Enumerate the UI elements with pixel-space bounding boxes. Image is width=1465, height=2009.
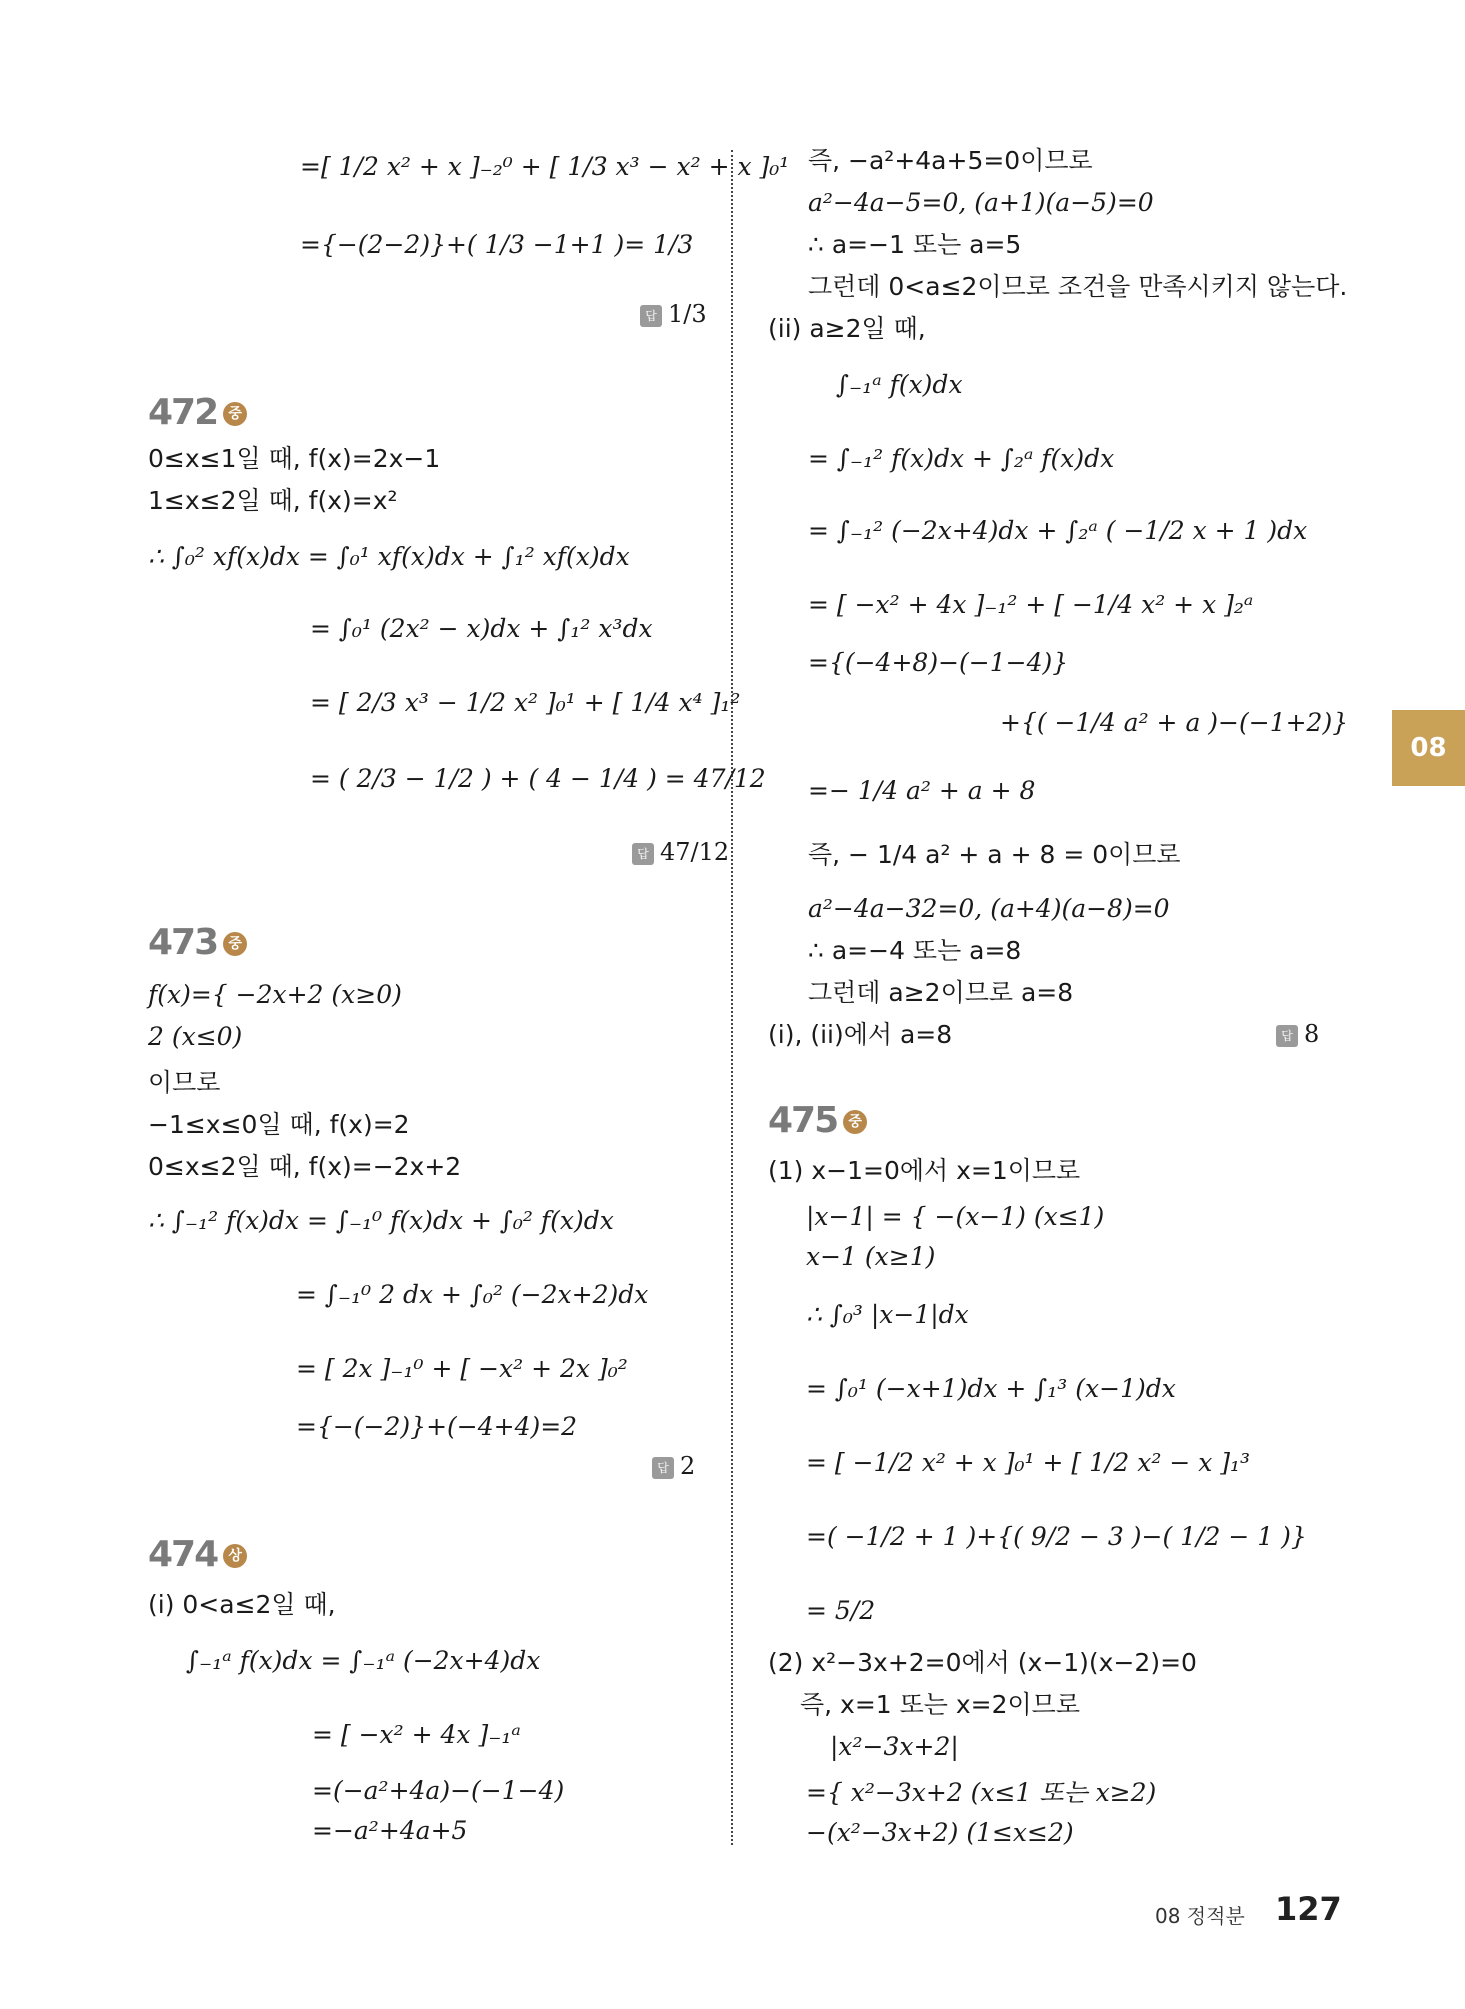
- equation-line: = ∫₋₁² f(x)dx + ∫₂ᵃ f(x)dx: [808, 444, 1115, 473]
- text-line: 즉, x=1 또는 x=2이므로: [800, 1690, 1080, 1719]
- equation-line: =( −1/2 + 1 )+{( 9/2 − 3 )−( 1/2 − 1 )}: [806, 1522, 1307, 1551]
- text-line: (i), (ii)에서 a=8: [768, 1020, 953, 1049]
- text-line: 이므로: [148, 1068, 221, 1097]
- text-line: ∴ a=−1 또는 a=5: [808, 230, 1022, 259]
- answer-value: 8: [1304, 1020, 1320, 1048]
- equation-line: = [ 2x ]₋₁⁰ + [ −x² + 2x ]₀²: [296, 1354, 628, 1383]
- answer-line: [632, 838, 729, 866]
- problem-number: 474 상: [148, 1534, 247, 1575]
- answer-line: [640, 300, 707, 328]
- equation-line: = [ −1/2 x² + x ]₀¹ + [ 1/2 x² − x ]₁³: [806, 1448, 1251, 1477]
- answer-icon: 답: [640, 305, 662, 327]
- footer-chapter-label: 08 정적분: [1155, 1904, 1245, 1928]
- text-line: (i) 0<a≤2일 때,: [148, 1590, 336, 1619]
- equation-line: a²−4a−32=0, (a+4)(a−8)=0: [808, 894, 1170, 923]
- equation-line: = ∫₀¹ (2x² − x)dx + ∫₁² x³dx: [310, 614, 653, 643]
- equation-line: =−a²+4a+5: [312, 1816, 468, 1845]
- equation-line: ∴ ∫₀² xf(x)dx = ∫₀¹ xf(x)dx + ∫₁² xf(x)dx: [148, 542, 630, 571]
- problem-number: 472 중: [148, 392, 247, 433]
- text-line: (ii) a≥2일 때,: [768, 314, 926, 343]
- problem-number: 475 중: [768, 1100, 867, 1141]
- equation-line: = ( 2/3 − 1/2 ) + ( 4 − 1/4 ) = 47/12: [310, 764, 766, 793]
- page-number: 127: [1275, 1890, 1342, 1928]
- text-line: 즉, − 1/4 a² + a + 8 = 0이므로: [808, 840, 1181, 869]
- text-line: 1≤x≤2일 때, f(x)=x²: [148, 486, 398, 515]
- equation-line: ∴ ∫₀³ |x−1|dx: [806, 1300, 969, 1329]
- text-line: ∴ a=−4 또는 a=8: [808, 936, 1022, 965]
- equation-line: =[ 1/2 x² + x ]₋₂⁰ + [ 1/3 x³ − x² + x ]₀¹: [300, 152, 790, 181]
- equation-line: 2 (x≤0): [148, 1022, 243, 1051]
- equation-line: x−1 (x≥1): [806, 1242, 936, 1271]
- equation-line: =(−a²+4a)−(−1−4): [312, 1776, 565, 1805]
- answer-icon: 답: [652, 1457, 674, 1479]
- equation-line: = ∫₀¹ (−x+1)dx + ∫₁³ (x−1)dx: [806, 1374, 1176, 1403]
- equation-line: = ∫₋₁⁰ 2 dx + ∫₀² (−2x+2)dx: [296, 1280, 649, 1309]
- equation-line: ={ x²−3x+2 (x≤1 또는 x≥2): [806, 1778, 1157, 1807]
- text-line: −1≤x≤0일 때, f(x)=2: [148, 1110, 410, 1139]
- text-line: 그런데 0<a≤2이므로 조건을 만족시키지 않는다.: [808, 272, 1348, 301]
- difficulty-badge: 중: [223, 402, 247, 426]
- equation-line: = [ −x² + 4x ]₋₁² + [ −1/4 x² + x ]₂ᵃ: [808, 590, 1254, 619]
- answer-icon: 답: [632, 843, 654, 865]
- column-divider: [731, 150, 733, 1845]
- equation-line: a²−4a−5=0, (a+1)(a−5)=0: [808, 188, 1154, 217]
- answer-line: [1276, 1020, 1319, 1048]
- difficulty-badge: 중: [223, 932, 247, 956]
- text-line: 0≤x≤1일 때, f(x)=2x−1: [148, 444, 441, 473]
- equation-line: f(x)={ −2x+2 (x≥0): [148, 980, 402, 1009]
- answer-value: 2: [680, 1452, 696, 1480]
- equation-line: ={−(−2)}+(−4+4)=2: [296, 1412, 578, 1441]
- text-line: 0≤x≤2일 때, f(x)=−2x+2: [148, 1152, 462, 1181]
- equation-line: = ∫₋₁² (−2x+4)dx + ∫₂ᵃ ( −1/2 x + 1 )dx: [808, 516, 1308, 545]
- equation-line: |x²−3x+2|: [830, 1732, 959, 1761]
- problem-number: 473 중: [148, 922, 247, 963]
- equation-line: = [ 2/3 x³ − 1/2 x² ]₀¹ + [ 1/4 x⁴ ]₁²: [310, 688, 741, 717]
- answer-icon: 답: [1276, 1025, 1298, 1047]
- text-line: (1) x−1=0에서 x=1이므로: [768, 1156, 1081, 1185]
- difficulty-badge: 상: [223, 1544, 247, 1568]
- answer-value: 1/3: [668, 300, 707, 328]
- equation-line: = 5/2: [806, 1596, 876, 1625]
- equation-line: ∫₋₁ᵃ f(x)dx = ∫₋₁ᵃ (−2x+4)dx: [186, 1646, 541, 1675]
- answer-value: 47/12: [660, 838, 730, 866]
- answer-line: [652, 1452, 695, 1480]
- text-line: 그런데 a≥2이므로 a=8: [808, 978, 1074, 1007]
- equation-line: ∫₋₁ᵃ f(x)dx: [836, 370, 963, 399]
- equation-line: −(x²−3x+2) (1≤x≤2): [806, 1818, 1074, 1847]
- equation-line: ∴ ∫₋₁² f(x)dx = ∫₋₁⁰ f(x)dx + ∫₀² f(x)dx: [148, 1206, 614, 1235]
- equation-line: = [ −x² + 4x ]₋₁ᵃ: [312, 1720, 521, 1749]
- equation-line: ={−(2−2)}+( 1/3 −1+1 )= 1/3: [300, 230, 694, 259]
- equation-line: +{( −1/4 a² + a )−(−1+2)}: [1000, 708, 1349, 737]
- text-line: 즉, −a²+4a+5=0이므로: [808, 146, 1093, 175]
- text-line: (2) x²−3x+2=0에서 (x−1)(x−2)=0: [768, 1648, 1197, 1677]
- equation-line: ={(−4+8)−(−1−4)}: [808, 648, 1069, 677]
- equation-line: =− 1/4 a² + a + 8: [808, 776, 1036, 805]
- difficulty-badge: 중: [843, 1110, 867, 1134]
- equation-line: |x−1| = { −(x−1) (x≤1): [806, 1202, 1105, 1231]
- chapter-tab: 08: [1392, 710, 1465, 786]
